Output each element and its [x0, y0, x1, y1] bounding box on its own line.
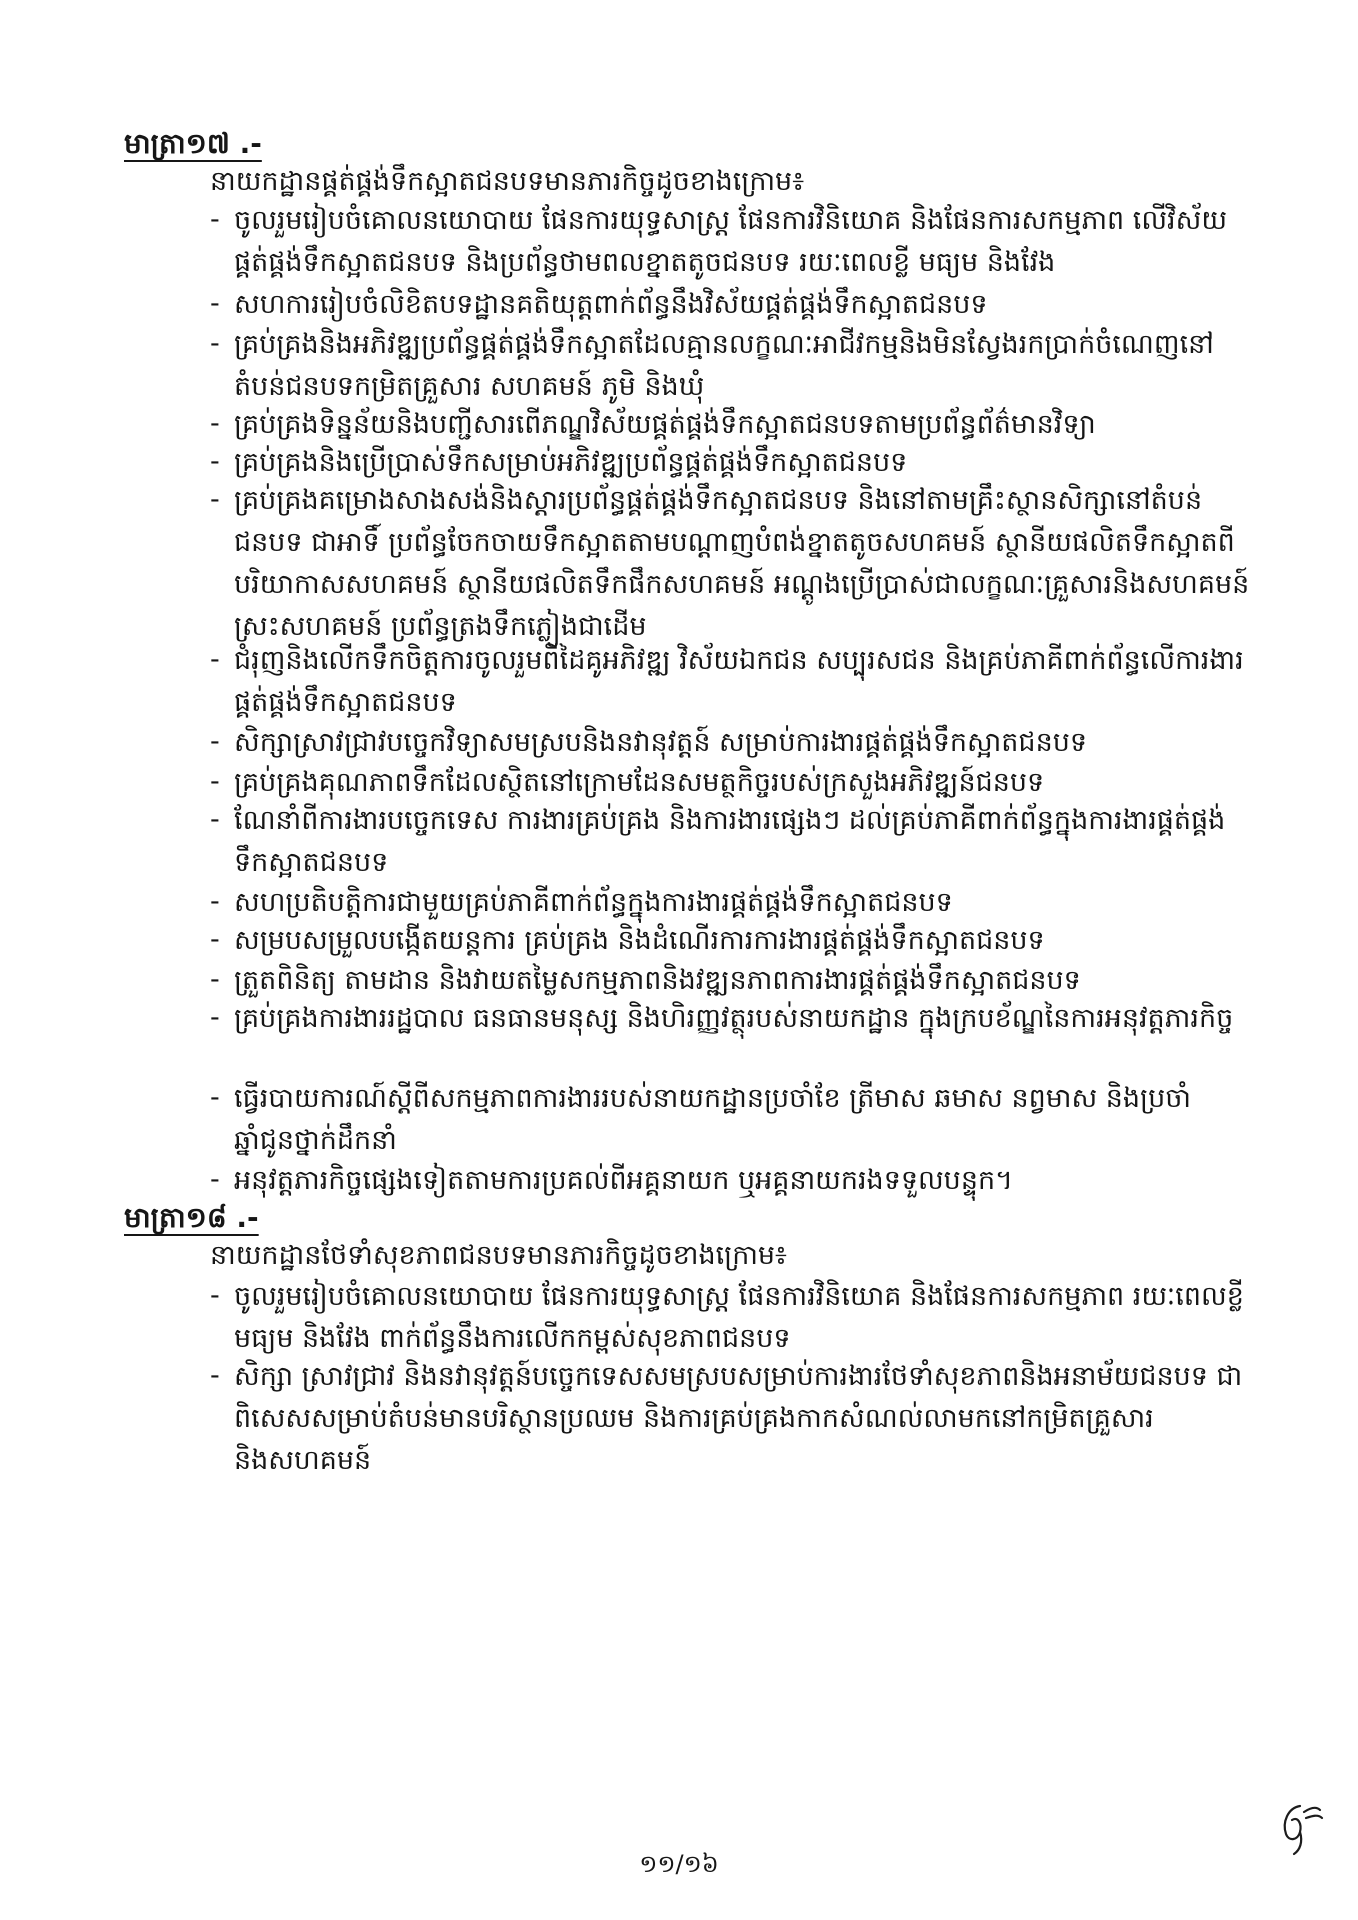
- list-item: - ត្រួតពិនិត្យ តាមដាន និងវាយតម្លៃសកម្មភាពនិងវឌ្ឍនភាពការងារផ្គត់ផ្គង់ទឹកស្អាតជនបទ: [210, 960, 1250, 1002]
- bullet-dash: -: [210, 964, 220, 995]
- bullet-dash: -: [210, 1002, 220, 1033]
- list-item: - សហប្រតិបត្តិការជាមួយគ្រប់ភាគីពាក់ព័ន្ធក្នុងការងារផ្គត់ផ្គង់ទឹកស្អាតជនបទ: [210, 882, 1250, 924]
- bullet-dash: -: [210, 1280, 220, 1311]
- list-item: - ចូលរួមរៀបចំគោលនយោបាយ ផែនការយុទ្ធសាស្ត្រ ផែនការវិនិយោគ និងផែនការសកម្មភាព រយៈពេលខ្លី មធ្យម និងវែង ពាក់ព័ន្ធនឹងការលើកកម្ពស់សុខភាពជនបទ: [210, 1276, 1250, 1360]
- list-item: - សិក្សាស្រាវជ្រាវបច្ចេកវិទ្យាសមស្របនិងនវានុវត្តន៍ សម្រាប់ការងារផ្គត់ផ្គង់ទឹកស្អាតជនបទ: [210, 722, 1250, 764]
- bullet-dash: -: [210, 1360, 220, 1391]
- list-item: - ធ្វើរបាយការណ៍ស្តីពីសកម្មភាពការងាររបស់នាយកដ្ឋានប្រចាំខែ ត្រីមាស ឆមាស នព្វមាស និងប្រចាំឆ្នាំជូនថ្នាក់ដឹកនាំ: [210, 1078, 1250, 1162]
- bullet-dash: -: [210, 886, 220, 917]
- list-item: - ណែនាំពីការងារបច្ចេកទេស ការងារគ្រប់គ្រង និងការងារផ្សេងៗ ដល់គ្រប់ភាគីពាក់ព័ន្ធក្នុងការងារផ្គត់ផ្គង់ទឹកស្អាតជនបទ: [210, 800, 1250, 884]
- bullet-dash: -: [210, 644, 220, 675]
- list-item: - សម្របសម្រួលបង្កើតយន្តការ គ្រប់គ្រង និងដំណើរការការងារផ្គត់ផ្គង់ទឹកស្អាតជនបទ: [210, 920, 1250, 962]
- article-17-intro: នាយកដ្ឋានផ្គត់ផ្គង់ទឹកស្អាតជនបទមានភារកិច្ចដូចខាងក្រោម៖: [210, 166, 805, 197]
- bullet-dash: -: [210, 408, 220, 439]
- list-item: - ជំរុញនិងលើកទឹកចិត្តការចូលរួមពីដៃគូអភិវឌ្ឍ វិស័យឯកជន សប្បុរសជន និងគ្រប់ភាគីពាក់ព័ន្ធលើការងារផ្គត់ផ្គង់ទឹកស្អាតជនបទ: [210, 640, 1250, 724]
- bullet-dash: -: [210, 924, 220, 955]
- list-item: - គ្រប់គ្រងទិន្នន័យនិងបញ្ជីសារពើភណ្ឌវិស័យផ្គត់ផ្គង់ទឹកស្អាតជនបទតាមប្រព័ន្ធព័ត៌មានវិទ្យា: [210, 404, 1250, 446]
- bullet-dash: -: [210, 204, 220, 235]
- bullet-dash: -: [210, 804, 220, 835]
- list-item: - គ្រប់គ្រងនិងប្រើប្រាស់ទឹកសម្រាប់អភិវឌ្ឍប្រព័ន្ធផ្គត់ផ្គង់ទឹកស្អាតជនបទ: [210, 442, 1250, 484]
- list-item: - គ្រប់គ្រងនិងអភិវឌ្ឍប្រព័ន្ធផ្គត់ផ្គង់ទឹកស្អាតដែលគ្មានលក្ខណៈអាជីវកម្មនិងមិនស្វែងរកប្រាក់ចំណេញនៅតំបន់ជនបទកម្រិតគ្រួសារ សហគមន៍ ភូមិ និងឃុំ: [210, 324, 1250, 408]
- list-item: - សិក្សា ស្រាវជ្រាវ និងនវានុវត្តន៍បច្ចេកទេសសមស្របសម្រាប់ការងារថែទាំសុខភាពនិងអនាម័យជនបទ ជាពិសេសសម្រាប់តំបន់មានបរិស្ថានប្រឈម និងការគ្រប់គ្រងកាកសំណល់លាមកនៅកម្រិតគ្រួសារនិងសហគមន៍: [210, 1356, 1250, 1482]
- list-item: - គ្រប់គ្រងគម្រោងសាងសង់និងស្តារប្រព័ន្ធផ្គត់ផ្គង់ទឹកស្អាតជនបទ និងនៅតាមគ្រឹះស្ថានសិក្សានៅតំបន់ជនបទ ជាអាទិ៍ ប្រព័ន្ធចែកចាយទឹកស្អាតតាមបណ្តាញបំពង់ខ្នាតតូចសហគមន៍ ស្ថានីយផលិតទឹកស្អាតពីបរិយាកាសសហគមន៍ ស្ថានីយផលិតទឹកផឹកសហគមន៍ អណ្តូងប្រើប្រាស់ជាលក្ខណៈគ្រួសារនិងសហគមន៍ ស្រះសហគមន៍ ប្រព័ន្ធត្រងទឹកភ្លៀងជាដើម: [210, 480, 1250, 648]
- bullet-dash: -: [210, 1164, 220, 1195]
- bullet-dash: -: [210, 766, 220, 797]
- bullet-dash: -: [210, 288, 220, 319]
- bullet-dash: -: [210, 726, 220, 757]
- list-item: - សហការរៀបចំលិខិតបទដ្ឋានគតិយុត្តពាក់ព័ន្ធនឹងវិស័យផ្គត់ផ្គង់ទឹកស្អាតជនបទ: [210, 284, 1250, 326]
- article-18-heading: មាត្រា១៨ .-: [124, 1201, 259, 1234]
- list-item: - គ្រប់គ្រងគុណភាពទឹកដែលស្ថិតនៅក្រោមដែនសមត្ថកិច្ចរបស់ក្រសួងអភិវឌ្ឍន៍ជនបទ: [210, 762, 1250, 804]
- article-17-heading: មាត្រា១៧ .-: [124, 127, 262, 160]
- list-item: - ចូលរួមរៀបចំគោលនយោបាយ ផែនការយុទ្ធសាស្ត្រ ផែនការវិនិយោគ និងផែនការសកម្មភាព លើវិស័យផ្គត់ផ្គង់ទឹកស្អាតជនបទ និងប្រព័ន្ធថាមពលខ្នាតតូចជនបទ រយៈពេលខ្លី មធ្យម និងវែង: [210, 200, 1250, 284]
- bullet-dash: -: [210, 446, 220, 477]
- list-item: - អនុវត្តភារកិច្ចផ្សេងទៀតតាមការប្រគល់ពីអគ្គនាយក ឬអគ្គនាយករងទទួលបន្ទុក។: [210, 1160, 1250, 1202]
- list-item: - គ្រប់គ្រងការងាររដ្ឋបាល ធនធានមនុស្ស និងហិរញ្ញវត្ថុរបស់នាយកដ្ឋាន ក្នុងក្របខ័ណ្ឌនៃការអនុវត្តភារកិច្ច: [210, 998, 1250, 1040]
- bullet-dash: -: [210, 1082, 220, 1113]
- page-number: ១១/១៦: [639, 1850, 719, 1878]
- article-18-intro: នាយកដ្ឋានថែទាំសុខភាពជនបទមានភារកិច្ចដូចខាងក្រោម៖: [210, 1240, 787, 1271]
- bullet-dash: -: [210, 484, 220, 515]
- handwritten-initial-mark: [1270, 1798, 1326, 1858]
- bullet-dash: -: [210, 328, 220, 359]
